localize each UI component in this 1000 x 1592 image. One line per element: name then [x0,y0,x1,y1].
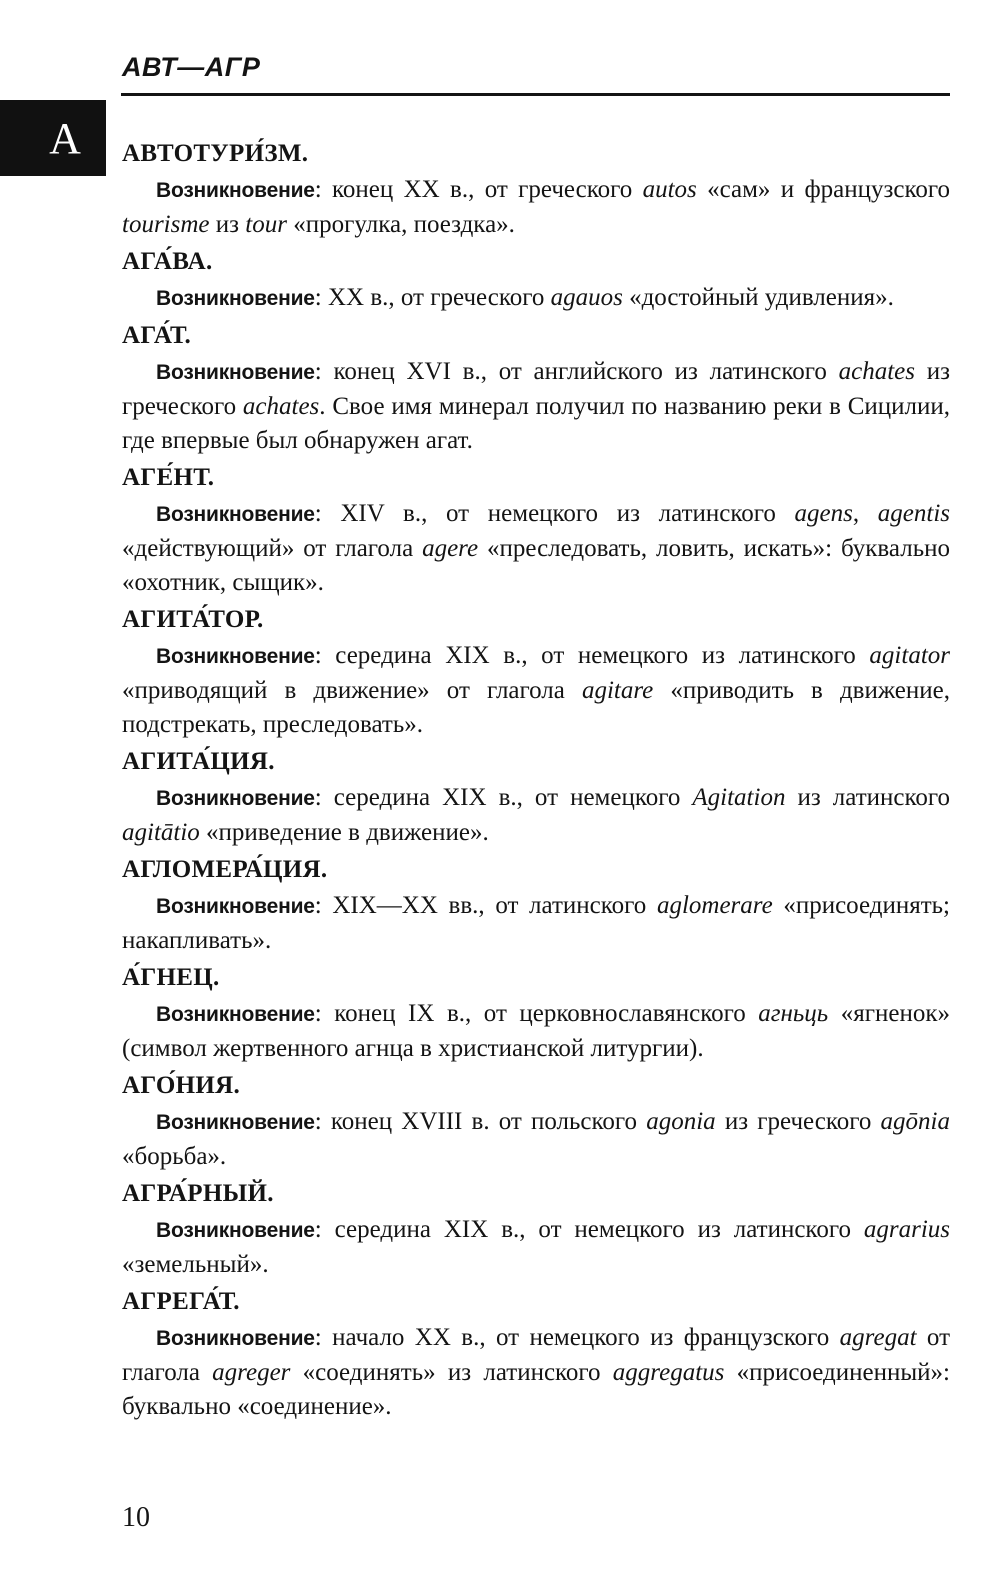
definition-text: «земельный». [122,1251,269,1278]
origin-label: Возникновение [156,287,315,310]
entry-definition [122,1105,950,1174]
page-number: 10 [122,1502,150,1533]
entry-term: АГРЕГА́Т. [122,1288,240,1315]
etymon-word: agōnia [880,1108,950,1135]
etymon-word: agens [794,500,853,527]
definition-text: «борьба». [122,1143,227,1170]
letter-tab: А [0,100,106,176]
etymon-word: Agitation [692,784,786,811]
definition-text: «ягненок» (символ жертвенного агнца в христианской литургии). [122,1000,950,1062]
etymon-word: tour [245,211,287,238]
origin-label: Возникновение [156,179,315,202]
dictionary-entries [122,137,950,1427]
origin-label: Возникновение [156,1111,315,1134]
entry-term: АГЕ́НТ. [122,464,215,491]
etymon-word: achates [242,393,320,420]
entry-term: АГО́НИЯ. [122,1072,241,1099]
origin-label: Возникновение [156,1219,315,1242]
entry-term: АГИТА́ТОР. [122,606,264,633]
etymon-word: agitare [581,677,654,704]
dictionary-entry [122,961,950,1066]
dictionary-entry [122,461,950,600]
etymon-word: tourisme [122,211,210,238]
origin-label: Возникновение [156,1327,315,1350]
entry-term: АГЛОМЕРА́ЦИЯ. [122,856,328,883]
entry-definition [122,173,950,242]
origin-label: Возникновение [156,503,315,526]
definition-text: «приводящий в движение» от глагола [122,677,582,704]
etymon-word: agere [422,535,479,562]
etymon-word: агньць [758,1000,829,1027]
dictionary-entry [122,245,950,316]
entry-definition [122,355,950,458]
entry-term: АГРА́РНЫЙ. [122,1180,274,1207]
definition-text: , [852,500,878,527]
definition-text: . Свое имя минерал получил по названию реки в Сицилии, где впервые был обнаружен агат. [122,393,950,454]
definition-text: из [209,211,246,238]
origin-label: Возникновение [156,645,315,668]
definition-text: «действующий» от глагола [122,535,423,562]
definition-text: : конец IX в., от церковнославянского [314,1000,759,1027]
etymon-word: autos [642,176,697,203]
entry-term: А́ГНЕЦ. [122,964,220,991]
entry-term: АГА́Т. [122,322,192,349]
entry-definition [122,781,950,850]
dictionary-entry [122,853,950,958]
etymon-word: aggregatus [612,1359,725,1386]
definition-text: : конец XVIII в. от польского [314,1108,647,1135]
definition-text: из греческого [122,358,950,420]
definition-text: : конец XX в., от греческого [314,176,643,203]
definition-text: от глагола [122,1324,950,1386]
definition-text: : XX в., от греческого [314,284,551,311]
etymon-word: agentis [877,500,950,527]
definition-text: «приведение в движение». [199,819,489,846]
definition-text: «присоединенный»: буквально «соединение». [122,1359,950,1420]
definition-text: «прогулка, поездка». [286,211,515,238]
dictionary-entry [122,1285,950,1424]
definition-text: «сам» и французского [696,176,950,203]
definition-text: «достойный удивления». [622,284,894,311]
entry-definition [122,1213,950,1282]
etymon-word: agreger [212,1359,291,1386]
entry-definition [122,281,950,316]
dictionary-entry [122,1069,950,1174]
etymon-word: agrarius [863,1216,950,1243]
definition-text: : середина XIX в., от немецкого из латинского [314,642,870,669]
etymon-word: agitātio [122,819,200,846]
dictionary-entry [122,603,950,742]
etymon-word: aglomerare [656,892,773,919]
origin-label: Возникновение [156,895,315,918]
entry-term: АГА́ВА. [122,248,213,275]
definition-text: : середина XIX в., от немецкого из латинского [314,1216,864,1243]
entry-term: АГИТА́ЦИЯ. [122,748,275,775]
origin-label: Возникновение [156,361,315,384]
definition-text: : конец XVI в., от английского из латинского [314,358,839,385]
entry-definition [122,497,950,600]
entry-term: АВТОТУРИ́ЗМ. [122,140,309,167]
definition-text: «присоединять; накапливать». [122,892,950,954]
definition-text: : XIV в., от немецкого из латинского [314,500,795,527]
definition-text: из греческого [715,1108,881,1135]
dictionary-entry [122,1177,950,1282]
entry-definition [122,639,950,742]
definition-text: «соединять» из латинского [290,1359,613,1386]
definition-text: «приводить в движение, подстрекать, преследовать». [122,677,950,738]
definition-text: «преследовать, ловить, искать»: буквально «охотник, сыщик». [122,535,950,596]
origin-label: Возникновение [156,1003,315,1026]
etymon-word: agonia [646,1108,716,1135]
dictionary-entry [122,137,950,242]
dictionary-entry [122,745,950,850]
header-rule [121,93,950,96]
definition-text: : середина XIX в., от немецкого [314,784,693,811]
origin-label: Возникновение [156,787,315,810]
etymon-word: agauos [550,284,623,311]
running-head: АВТ—АГР [122,52,261,82]
etymon-word: achates [838,358,915,385]
definition-text: из латинского [785,784,950,811]
etymon-word: agregat [839,1324,917,1351]
entry-definition [122,997,950,1066]
entry-definition [122,889,950,958]
etymon-word: agitator [869,642,950,669]
definition-text: : начало XX в., от немецкого из французского [314,1324,840,1351]
definition-text: : XIX—XX вв., от латинского [314,892,657,919]
dictionary-entry [122,319,950,458]
entry-definition [122,1321,950,1424]
